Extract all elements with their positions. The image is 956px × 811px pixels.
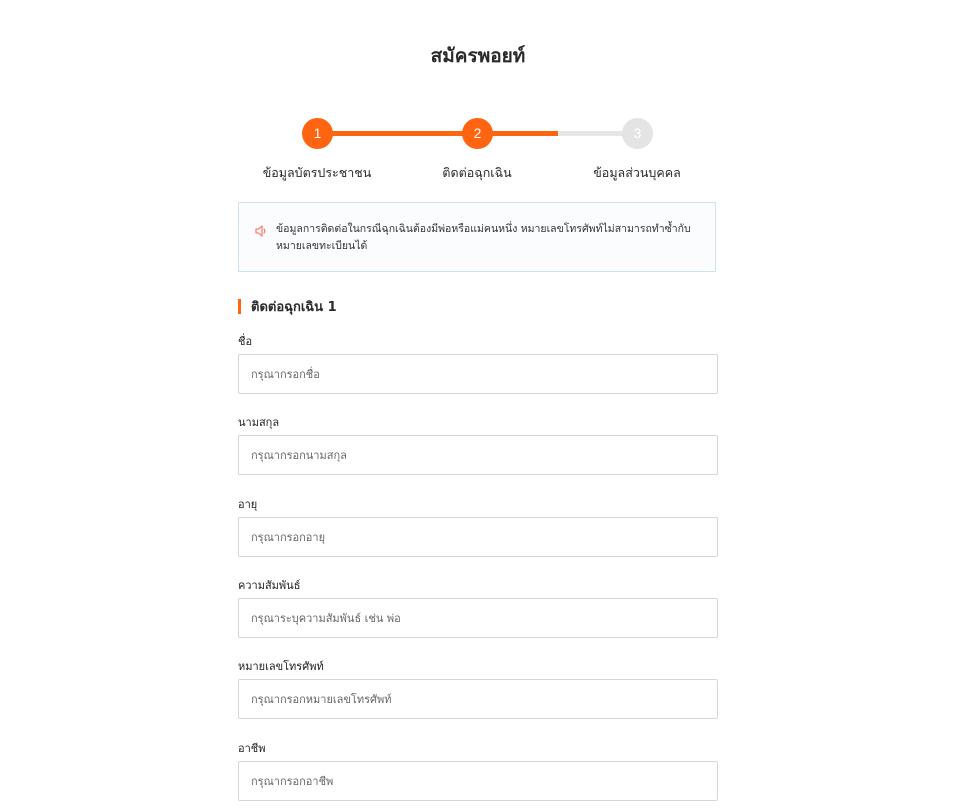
occupation-field: [238, 742, 718, 801]
step-3-circle: 3: [622, 118, 653, 149]
last-name-input[interactable]: [238, 435, 718, 475]
age-field: [238, 498, 718, 557]
first-name-input[interactable]: [238, 354, 718, 394]
phone-label: หมายเลขโทรศัพท์: [238, 660, 324, 673]
first-name-label: ชื่อ: [238, 335, 253, 348]
step-3-label: ข้อมูลส่วนบุคคล: [593, 165, 681, 180]
first-name-field: [238, 335, 718, 394]
last-name-field: [238, 416, 718, 475]
occupation-label: อาชีพ: [238, 742, 266, 755]
relationship-label: ความสัมพันธ์: [238, 579, 301, 592]
emergency-contact-notice: [238, 202, 716, 272]
step-connector-1-2: [318, 131, 478, 136]
section-header: [238, 297, 337, 315]
section-title: ติดต่อฉุกเฉิน 1: [251, 299, 337, 315]
section-accent-bar: [238, 299, 241, 314]
notice-text: ข้อมูลการติดต่อในกรณีฉุกเฉินต้องมีพ่อหรือแม่คนหนึ่ง หมายเลขโทรศัพท์ไม่สามารถทำซ้ำกับหมายเลขทะเบียนได้: [276, 223, 691, 252]
age-input[interactable]: [238, 517, 718, 557]
page-title: สมัครพอยท์: [430, 45, 526, 67]
phone-field: [238, 660, 718, 719]
phone-input[interactable]: [238, 679, 718, 719]
step-2-circle: 2: [462, 118, 493, 149]
speaker-icon: [254, 223, 268, 237]
step-2-label: ติดต่อฉุกเฉิน: [442, 165, 512, 180]
relationship-input[interactable]: [238, 598, 718, 638]
last-name-label: นามสกุล: [238, 416, 280, 429]
step-1-circle: 1: [302, 118, 333, 149]
registration-stepper: [238, 118, 718, 188]
age-label: อายุ: [238, 498, 258, 511]
occupation-input[interactable]: [238, 761, 718, 801]
relationship-field: [238, 579, 718, 638]
step-1-label: ข้อมูลบัตรประชาชน: [262, 165, 372, 180]
